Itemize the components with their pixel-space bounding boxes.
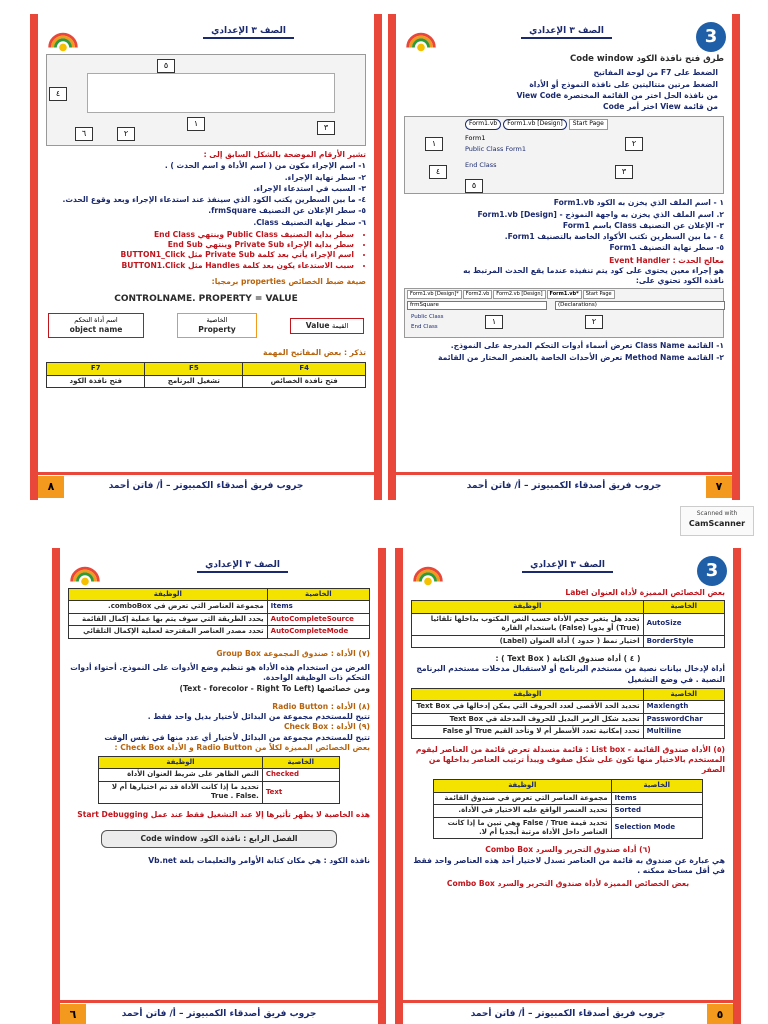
class-name-combo[interactable]: frmSquare bbox=[407, 301, 547, 310]
diagram-label: ٢ bbox=[625, 137, 643, 151]
diagram-label: ٥ bbox=[465, 179, 483, 193]
object-name-box bbox=[48, 313, 144, 338]
page-number: ٥ bbox=[707, 1004, 733, 1024]
sun-logo-icon bbox=[44, 20, 82, 54]
chapter-badge: 3 bbox=[696, 22, 726, 52]
page-content bbox=[46, 54, 366, 468]
table-cell: Checked bbox=[262, 769, 339, 781]
grade-label: الصف ٣ الإعدادي bbox=[203, 26, 294, 39]
textbox-text: أداة لإدخال بيانات نصية من مستخدم البرنامج أو لاستقبال مدخلات مستخدم البرنامج النصية . في وضع التشغيل bbox=[416, 664, 725, 684]
combobox-props-table bbox=[68, 588, 370, 639]
table-row bbox=[99, 757, 340, 769]
legend-block bbox=[46, 150, 366, 228]
table-cell: Text bbox=[262, 781, 339, 803]
table-row bbox=[69, 601, 370, 613]
legend-item: ٢. اسم الملف الذي يخزن به واجهة النموذج - Form1.vb [Design] bbox=[477, 209, 724, 219]
groupbox-text: الغرض من استخدام هذه الأداة هو تنظيم وضع الأدوات على النموذج. أحتواء أدوات التحكم ذات الوظيفة الواحدة. bbox=[70, 663, 370, 683]
legend-item: ٥- سطر نهاية التصنيف Form1 bbox=[609, 243, 724, 253]
check-title: (٩) الأداة : Check Box bbox=[283, 722, 370, 732]
page-6 bbox=[52, 548, 386, 1024]
page-header bbox=[38, 18, 374, 48]
table-header-cell: الخاصية bbox=[643, 601, 724, 613]
legend-item: ٢- القائمة Method Name تعرض الأحداث الخاصة بالعنصر المختار من القائمة bbox=[438, 352, 724, 362]
table-cell: Sorted bbox=[611, 805, 702, 817]
bullet-list bbox=[46, 230, 366, 271]
table-cell: مجموعة العناصر التي تعرض في comboBox. bbox=[69, 601, 268, 613]
table-cell: يحدد الطريقة التي سوف يتم بها عملية إكمال القائمة bbox=[69, 613, 268, 625]
diagram-label: ٢ bbox=[117, 127, 135, 141]
combo-special: بعض الخصائص المميزة لأداة صندوق التحرير والسرد Combo Box bbox=[446, 879, 690, 889]
remember-heading: تذكر : بعض المفاتيح المهمة bbox=[262, 348, 366, 358]
textbox-props-table bbox=[411, 688, 725, 739]
combo-legend bbox=[404, 341, 724, 363]
way-item: الضغط على F7 من لوحة المفاتيح bbox=[593, 68, 718, 78]
table-row bbox=[433, 817, 702, 839]
debug-note: هذه الخاصية لا يظهر تأثيرها إلا عند التشغيل فقط عند عمل Start Debugging bbox=[77, 809, 370, 819]
property-formula: CONTROLNAME. PROPERTY = VALUE bbox=[114, 294, 298, 304]
code-screenshot bbox=[87, 73, 335, 113]
listbox-title: (٥) الأداة صندوق القائمة - List box : قائمة منسدلة تعرض قائمة من العناصر ليقوم المستخدم بالاختيار منها تكون على شكل صفوف ويبدأ ترتيب العناصر بداخلها من الصفر bbox=[415, 744, 725, 774]
props-heading: صيغة ضبط الخصائص properties برمجيا: bbox=[211, 276, 366, 286]
tab[interactable]: Form1.vb* bbox=[547, 290, 582, 299]
code-window-def: نافذة الكود : هي مكان كتابة الأوامر والتعليمات بلغة Vb.net bbox=[148, 856, 370, 866]
diagram-label: ١ bbox=[485, 315, 503, 329]
table-row bbox=[69, 613, 370, 625]
code-window-tabs bbox=[407, 290, 615, 299]
table-row bbox=[47, 363, 366, 375]
code-line: Public Class Form1 bbox=[465, 144, 526, 153]
box-label-ar: اسم أداة التحكم bbox=[74, 316, 118, 325]
listbox-props-table bbox=[433, 779, 703, 839]
table-cell: فتح نافذة الخصائص bbox=[243, 375, 366, 387]
table-cell: مجموعة العناصر التي تعرض في صندوق القائمة bbox=[433, 792, 611, 804]
code-diagram bbox=[46, 54, 366, 146]
legend-item: ٤- ما بين السطرين يكتب الكود الذي سينفذ عند استدعاء الإجراء وبعد وقوع الحدث. bbox=[62, 195, 366, 204]
page-header bbox=[60, 552, 378, 582]
diagram-label: ٢ bbox=[585, 315, 603, 329]
table-cell: Multiline bbox=[643, 726, 724, 738]
page-footer bbox=[38, 472, 374, 500]
diagram-label: ٣ bbox=[615, 165, 633, 179]
table-cell: AutoCompleteMode bbox=[267, 626, 369, 638]
legend-item: ٣- الإعلان عن التصنيف Class باسم Form1 bbox=[562, 220, 724, 230]
way-item: الضغط مرتين متتاليتين على نافذة النموذج أو الأداة bbox=[529, 79, 718, 89]
table-header-cell: الخاصية bbox=[262, 757, 339, 769]
sun-logo-icon bbox=[409, 554, 447, 588]
bullet-item: • سطر بداية الإجراء Private Sub وينتهي End Sub bbox=[46, 240, 354, 250]
table-row bbox=[47, 375, 366, 387]
camscanner-badge bbox=[680, 506, 754, 536]
footer-text: جروب فريق أصدقاء الكمبيوتر – أ/ فاتن أحمد bbox=[108, 481, 304, 491]
box-label-en: object name bbox=[69, 324, 123, 334]
table-cell: تحديد الحد الأقصى لعدد الحروف التي يمكن إدخالها في Text Box bbox=[412, 701, 644, 713]
table-header-cell: الخاصية bbox=[611, 780, 702, 792]
scan-brand: CamScanner bbox=[688, 519, 746, 528]
diagram-label: ٤ bbox=[429, 165, 447, 179]
table-cell: النص الظاهر على شريط العنوان الأداة bbox=[99, 769, 263, 781]
table-row bbox=[412, 713, 725, 725]
page-content bbox=[68, 588, 370, 996]
section-title: طرق فتح نافذة الكود Code window bbox=[570, 54, 724, 64]
textbox-title: ( ٤ ) أداة صندوق الكتابة ( Text Box ) : bbox=[495, 654, 641, 663]
table-cell: Items bbox=[267, 601, 369, 613]
table-row bbox=[99, 769, 340, 781]
legend-item: ٤ - ما بين السطرين تكتب الأكواد الخاصة بالتصنيف Form1. bbox=[504, 232, 724, 242]
tab[interactable]: Form2.vb bbox=[463, 290, 493, 299]
diagram-label: ١ bbox=[425, 137, 443, 151]
radio-title: (٨) الأداة : Radio Button bbox=[272, 701, 370, 711]
tab-form1-design[interactable]: Form1.vb [Design] bbox=[503, 119, 567, 129]
table-header-cell: الخاصية bbox=[267, 589, 369, 601]
sun-logo-icon bbox=[402, 20, 440, 54]
table-row bbox=[69, 626, 370, 638]
grade-label: الصف ٣ الإعدادي bbox=[521, 26, 612, 39]
page-content bbox=[404, 54, 724, 468]
legend-item: ٦- سطر نهاية التصنيف Class. bbox=[253, 217, 366, 227]
scan-line: Scanned with bbox=[696, 510, 738, 517]
table-cell: Selection Mode bbox=[611, 817, 702, 839]
table-header-cell: F4 bbox=[243, 363, 366, 375]
page-header bbox=[396, 18, 732, 48]
table-cell: تحدد إمكانية تعدد الأسطر أم لا وتأخذ القيم True أو False bbox=[412, 726, 644, 738]
box-label-en: Property bbox=[198, 324, 236, 334]
code-lines bbox=[465, 133, 526, 170]
footer-text: جروب فريق أصدقاء الكمبيوتر – أ/ فاتن أحمد bbox=[466, 481, 662, 491]
table-header-cell: F5 bbox=[145, 363, 243, 375]
diagram-label: ٦ bbox=[75, 127, 93, 141]
legend-item: ٥- سطر الإعلان عن التصنيف frmSquare. bbox=[208, 206, 366, 216]
diagram-label: ٤ bbox=[49, 87, 67, 101]
footer-text: جروب فريق أصدقاء الكمبيوتر – أ/ فاتن أحمد bbox=[470, 1009, 666, 1019]
legend-item: ١ - اسم الملف الذي يخزن به الكود Form1.vb bbox=[553, 198, 724, 208]
table-row bbox=[433, 780, 702, 792]
contains-label: نافذة الكود تحتوي على: bbox=[635, 276, 724, 286]
ide-diagram bbox=[404, 116, 724, 194]
tab-start-page[interactable]: Start Page bbox=[569, 119, 608, 129]
table-cell: Maxlength bbox=[643, 701, 724, 713]
combo-title: (٦) أداة صندوق التحرير والسرد Combo Box bbox=[485, 845, 651, 855]
table-header-cell: الوظيفة bbox=[433, 780, 611, 792]
page-number: ٨ bbox=[38, 476, 64, 498]
tab[interactable]: Start Page bbox=[583, 290, 615, 299]
combo-text: هي عبارة عن صندوق به قائمة من العناصر تسدل لاختيار أحد هذه العناصر واحد فقط في أقل مساحة ممكنه . bbox=[413, 855, 725, 875]
table-cell: تشغيل البرنامج bbox=[145, 375, 243, 387]
table-header-cell: الوظيفة bbox=[412, 688, 644, 700]
code-line: Form1 bbox=[465, 134, 486, 143]
page-number: ٧ bbox=[706, 476, 732, 498]
tab[interactable]: Form1.vb [Design]* bbox=[407, 290, 462, 299]
table-cell: تحديد ما إذا كانت الأداة قد تم اختيارها أم لا .True . False bbox=[99, 781, 263, 803]
table-header-cell: F7 bbox=[47, 363, 145, 375]
page-8 bbox=[30, 14, 382, 500]
tab[interactable]: Form2.vb [Design] bbox=[493, 290, 545, 299]
legend-item: ٣- السبب في استدعاء الإجراء. bbox=[253, 183, 366, 193]
footer-text: جروب فريق أصدقاء الكمبيوتر – أ/ فاتن أحمد bbox=[121, 1009, 317, 1019]
table-cell: تحديد قيمة False / True وهي تبين ما إذا كانت العناصر داخل الأداة مرتبة أبجديا أم لا. bbox=[433, 817, 611, 839]
code-lines bbox=[411, 313, 444, 332]
way-item: من قائمة View اختر أمر Code bbox=[603, 102, 718, 112]
table-header-cell: الوظيفة bbox=[69, 589, 268, 601]
page-footer bbox=[396, 472, 732, 500]
diagram-label: ٣ bbox=[317, 121, 335, 135]
page-header bbox=[403, 552, 733, 582]
code-line: End Class bbox=[411, 323, 438, 330]
table-row bbox=[99, 781, 340, 803]
table-cell: تحديد العنصر الواقع عليه الاختيار في الأداة. bbox=[433, 805, 611, 817]
code-line: End Class bbox=[465, 161, 497, 170]
table-cell: PasswordChar bbox=[643, 713, 724, 725]
box-label-ar: الخاصية bbox=[206, 316, 228, 325]
table-row bbox=[433, 805, 702, 817]
page-footer bbox=[403, 1000, 733, 1024]
value-box bbox=[290, 318, 364, 334]
tab-form1-vb[interactable]: Form1.vb bbox=[465, 119, 501, 129]
table-cell: BorderStyle bbox=[643, 635, 724, 647]
table-row bbox=[412, 701, 725, 713]
chapter-banner: الفصل الرابع : نافذة الكود Code window bbox=[101, 830, 337, 848]
table-cell: اختيار نمط ( حدود ) أداة العنوان (Label) bbox=[412, 635, 644, 647]
table-row bbox=[412, 726, 725, 738]
table-row bbox=[69, 589, 370, 601]
way-item: من نافذة الحل اختر من القائمة المختصرة View Code bbox=[516, 90, 718, 100]
keys-table bbox=[46, 362, 366, 388]
table-row bbox=[412, 613, 725, 635]
diagram-label: ١ bbox=[187, 117, 205, 131]
chapter-badge: 3 bbox=[697, 556, 727, 586]
check-text: تتيح للمستخدم مجموعة من البدائل لأختيار أي عدد منها في نفس الوقت bbox=[104, 732, 370, 742]
table-cell: AutoSize bbox=[643, 613, 724, 635]
table-cell: تحدد هل يتغير حجم الأداة حسب النص المكتوب بداخلها تلقائيا (True) أو يدويا (False) باستخدام الفارة bbox=[412, 613, 644, 635]
page-7 bbox=[388, 14, 740, 500]
event-text: هو إجراء معين يحتوى على كود يتم تنفيذه عندما يقع الحدث المرتبط به bbox=[463, 265, 724, 275]
label-props-title: بعض الخصائص المميزة لأداة العنوان Label bbox=[565, 588, 725, 597]
code-window-diagram bbox=[404, 288, 724, 338]
table-header-cell: الوظيفة bbox=[99, 757, 263, 769]
grade-label: الصف ٣ الإعدادي bbox=[197, 560, 288, 573]
page-content bbox=[411, 588, 725, 996]
table-row bbox=[412, 601, 725, 613]
groupbox-title: (٧) الأداة : صندوق المجموعة Group Box bbox=[216, 648, 370, 658]
box-label-en: Value bbox=[305, 320, 330, 330]
property-box bbox=[177, 313, 257, 338]
label-props-table bbox=[411, 600, 725, 648]
code-line: Public Class bbox=[411, 314, 444, 321]
sun-logo-icon bbox=[66, 554, 104, 588]
table-cell: تحديد شكل الرمز البديل للحروف المدخلة في Text Box bbox=[412, 713, 644, 725]
table-header-cell: الخاصية bbox=[643, 688, 724, 700]
table-row bbox=[412, 688, 725, 700]
legend-item: ١- اسم الإجراء مكون من ( اسم الأداة و اسم الحدث ) . bbox=[164, 161, 366, 171]
ways-list bbox=[404, 68, 724, 112]
bullet-item: • سطر بداية التصنيف Public Class وينتهي End Class bbox=[46, 230, 354, 240]
table-cell: تحدد مصدر العناصر المقترحة لعملية الإكمال التلقائي bbox=[69, 626, 268, 638]
bullet-item: • اسم الإجراء يأتي بعد كلمة Private Sub مثل BUTTON1_Click bbox=[46, 250, 354, 260]
page-number: ٦ bbox=[60, 1004, 86, 1024]
groupbox-props: ومن خصائصها (Text - forecolor - Right To Left) bbox=[179, 683, 370, 693]
legend-heading: تشير الأرقام الموضحة بالشكل السابق إلى : bbox=[203, 150, 366, 159]
legend-item: ١- القائمة Class Name تعرض أسماء أدوات التحكم المدرجة على النموذج. bbox=[450, 341, 724, 351]
event-title: معالج الحدث : Event Handler bbox=[609, 255, 724, 265]
table-header-cell: الوظيفة bbox=[412, 601, 644, 613]
method-name-combo[interactable]: (Declarations) bbox=[555, 301, 725, 310]
ide-legend bbox=[404, 198, 724, 253]
table-cell: Items bbox=[611, 792, 702, 804]
bullet-item: • سبب الاستدعاء يكون بعد كلمة Handles مثل BUTTON1.Click bbox=[46, 261, 354, 271]
table-row bbox=[412, 635, 725, 647]
ide-tabs bbox=[465, 119, 608, 129]
table-row bbox=[433, 792, 702, 804]
diagram-label: ٥ bbox=[157, 59, 175, 73]
formula-boxes bbox=[46, 311, 366, 340]
special-heading: بعض الخصائص المميزة لكلاً من Radio Button و الأداة Check Box : bbox=[114, 742, 370, 752]
legend-item: ٢- سطر نهاية الإجراء. bbox=[284, 172, 366, 182]
page-5 bbox=[395, 548, 741, 1024]
table-cell: فتح نافذة الكود bbox=[47, 375, 145, 387]
grade-label: الصف ٣ الإعدادي bbox=[522, 560, 613, 573]
radio-check-table bbox=[98, 756, 340, 804]
radio-text: تتيح للمستخدم مجموعة من البدائل لأختيار بديل واحد فقط . bbox=[147, 712, 370, 721]
box-label-ar: القيمة bbox=[331, 321, 349, 330]
table-cell: AutoCompleteSource bbox=[267, 613, 369, 625]
page-footer bbox=[60, 1000, 378, 1024]
